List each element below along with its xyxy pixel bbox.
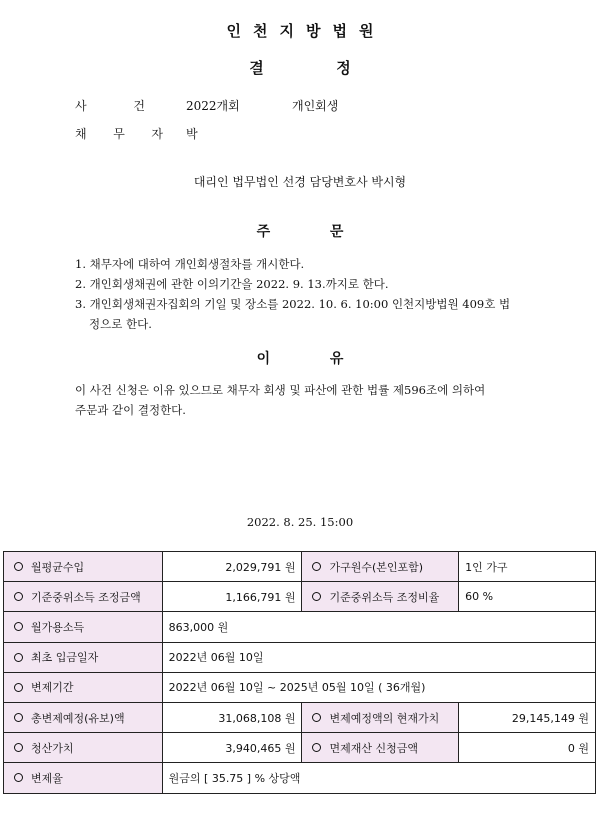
debtor-label <box>75 125 163 142</box>
repayment-rate-value: 원금의 [ 35.75 ] % 상당액 <box>162 763 595 793</box>
order-text <box>75 254 545 334</box>
circle-bullet-icon <box>14 743 23 752</box>
disposable-income-value: 863,000 원 <box>162 612 595 642</box>
reason-line-1: 이 사건 신청은 이유 있으므로 채무자 회생 및 파산에 관한 법률 제596조에 의하여 <box>75 383 486 397</box>
exempt-property-value: 0 원 <box>459 733 596 763</box>
case-type: 개인회생 <box>292 99 339 113</box>
monthly-income-label: 월평균수입 <box>4 552 163 582</box>
disposable-income-label: 월가용소득 <box>4 612 163 642</box>
decision-date: 2022. 8. 25. 15:00 <box>246 515 354 529</box>
median-income-value: 1,166,791 원 <box>162 582 302 612</box>
monthly-income-value: 2,029,791 원 <box>162 552 302 582</box>
order-title-char-1: 주 <box>256 224 271 240</box>
liquidation-value-label: 청산가치 <box>4 733 163 763</box>
circle-bullet-icon <box>14 592 23 601</box>
circle-bullet-icon <box>14 562 23 571</box>
document-title <box>0 57 600 78</box>
reason-title-char-2: 유 <box>329 351 344 367</box>
median-income-label: 기준중위소득 조정금액 <box>4 582 163 612</box>
median-ratio-label: 기준중위소득 조정비율 <box>302 582 459 612</box>
order-title-char-2: 문 <box>329 224 344 240</box>
circle-bullet-icon <box>312 713 321 722</box>
circle-bullet-icon <box>312 743 321 752</box>
first-payment-label: 최초 입금일자 <box>4 642 163 672</box>
household-label: 가구원수(본인포함) <box>302 552 459 582</box>
order-line-4: 정으로 한다. <box>89 317 152 331</box>
table-row <box>4 582 596 612</box>
table-row <box>4 642 596 672</box>
order-title <box>0 221 600 241</box>
case-label-char-2: 건 <box>133 99 145 113</box>
circle-bullet-icon <box>14 773 23 782</box>
order-line-3: 3. 개인회생채권자집회의 기일 및 장소를 2022. 10. 6. 10:00 인천지방법원 409호 법 <box>75 297 511 311</box>
household-value: 1인 가구 <box>459 552 596 582</box>
exempt-property-label: 면제재산 신청금액 <box>302 733 459 763</box>
circle-bullet-icon <box>14 713 23 722</box>
total-repayment-label: 총변제예정(유보)액 <box>4 702 163 732</box>
repayment-period-label: 변제기간 <box>4 672 163 702</box>
case-label-char-1: 사 <box>75 99 87 113</box>
debtor-label-char-2: 무 <box>113 127 125 141</box>
table-row <box>4 612 596 642</box>
case-label <box>75 97 145 114</box>
debtor-label-char-3: 자 <box>151 127 163 141</box>
repayment-period-value: 2022년 06월 10일 ~ 2025년 05월 10일 ( 36개월) <box>162 672 595 702</box>
circle-bullet-icon <box>14 653 23 662</box>
circle-bullet-icon <box>312 562 321 571</box>
reason-title <box>0 348 600 368</box>
circle-bullet-icon <box>312 592 321 601</box>
reason-text <box>75 380 545 420</box>
table-row <box>4 763 596 793</box>
repayment-summary-table <box>3 551 596 794</box>
debtor-name: 박 <box>186 127 198 141</box>
title-char-1: 결 <box>249 59 264 77</box>
table-row <box>4 672 596 702</box>
median-ratio-value: 60 % <box>459 582 596 612</box>
table-row <box>4 733 596 763</box>
reason-line-2: 주문과 같이 결정한다. <box>75 403 186 417</box>
order-line-1: 1. 채무자에 대하여 개인회생절차를 개시한다. <box>75 257 305 271</box>
first-payment-value: 2022년 06월 10일 <box>162 642 595 672</box>
repayment-rate-label: 변제율 <box>4 763 163 793</box>
present-value-value: 29,145,149 원 <box>459 702 596 732</box>
circle-bullet-icon <box>14 622 23 631</box>
circle-bullet-icon <box>14 683 23 692</box>
case-number: 2022개회 <box>186 99 240 113</box>
table-row <box>4 552 596 582</box>
representative: 대리인 법무법인 선경 담당변호사 박시형 <box>193 175 407 189</box>
title-char-2: 정 <box>336 59 351 77</box>
debtor-label-char-1: 채 <box>75 127 87 141</box>
reason-title-char-1: 이 <box>256 351 271 367</box>
court-name: 인천지방법원 <box>226 22 386 40</box>
total-repayment-value: 31,068,108 원 <box>162 702 302 732</box>
order-line-2: 2. 개인회생채권에 관한 이의기간을 2022. 9. 13.까지로 한다. <box>75 277 389 291</box>
table-row <box>4 702 596 732</box>
present-value-label: 변제예정액의 현재가치 <box>302 702 459 732</box>
liquidation-value-value: 3,940,465 원 <box>162 733 302 763</box>
